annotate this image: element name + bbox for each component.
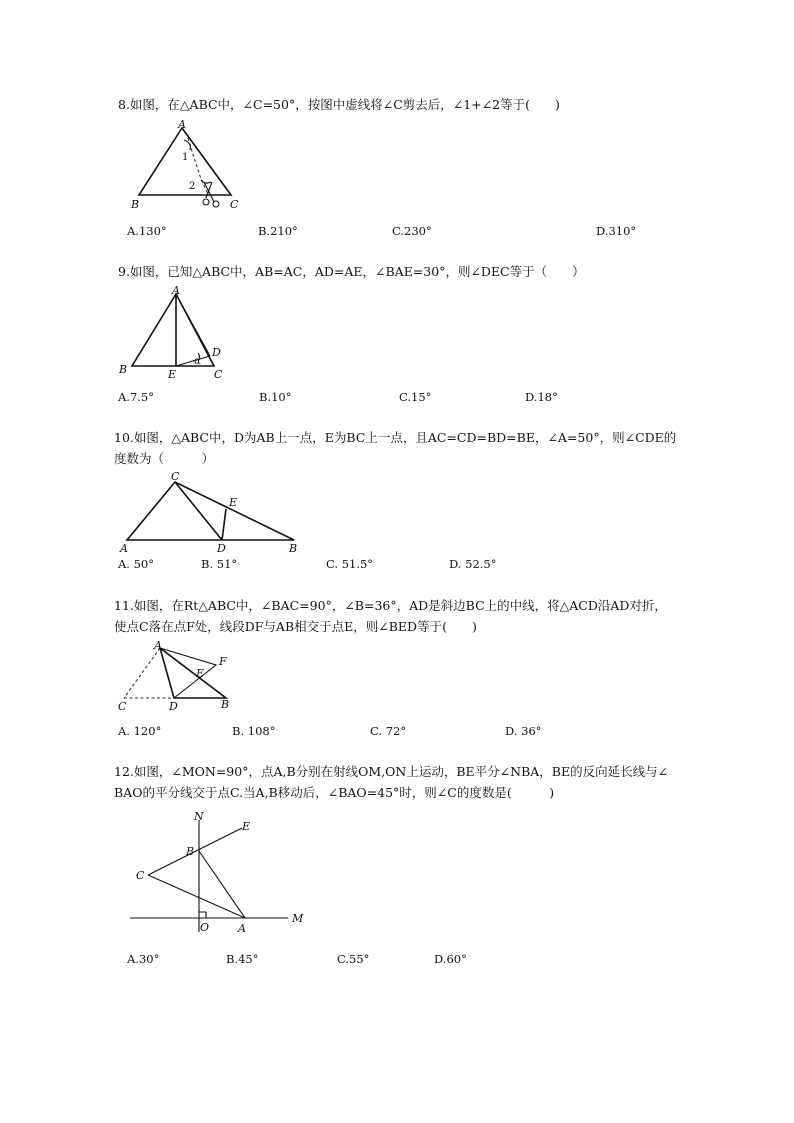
label-C: C <box>214 368 223 381</box>
label-E: E <box>168 368 177 381</box>
label-A: A <box>238 922 246 935</box>
question-11-stem-line-1: 11.如图，在Rt△ABC中，∠BAC=90°，∠B=36°，AD是斜边BC上的中线，将△ACD沿AD对折， <box>114 598 667 613</box>
question-12-option-d[interactable]: D.60° <box>434 952 467 966</box>
label-angle-2: 2 <box>189 181 196 192</box>
question-11-option-c[interactable]: C. 72° <box>370 724 407 738</box>
label-E: E <box>242 820 251 833</box>
label-A: A <box>178 118 186 131</box>
question-12-stem-line-2: BAO的平分线交于点C.当A,B移动后，∠BAO=45°时，则∠C的度数是( ) <box>114 785 555 800</box>
label-B: B <box>289 542 298 555</box>
question-11-stem-line-2: 使点C落在点F处，线段DF与AB相交于点E，则∠BED等于( ) <box>114 619 477 634</box>
question-9-stem: 9.如图，已知△ABC中，AB=AC，AD=AE，∠BAE=30°，则∠DEC等于（ ） <box>118 264 585 279</box>
question-12-option-b[interactable]: B.45° <box>226 952 259 966</box>
label-B: B <box>131 198 140 211</box>
label-D: D <box>212 346 221 359</box>
label-D: D <box>169 700 178 713</box>
question-8-option-a[interactable]: A.130° <box>127 224 167 238</box>
question-9-option-b[interactable]: B.10° <box>259 390 292 404</box>
question-8-option-d[interactable]: D.310° <box>596 224 637 238</box>
question-11-figure <box>118 640 238 714</box>
question-11-option-a[interactable]: A. 120° <box>118 724 162 738</box>
label-alpha: α <box>194 356 201 367</box>
label-angle-1: 1 <box>182 152 189 163</box>
question-10-figure <box>118 468 303 554</box>
question-12-option-c[interactable]: C.55° <box>337 952 370 966</box>
label-A: A <box>172 284 180 297</box>
label-E: E <box>196 667 205 680</box>
label-B: B <box>186 845 195 858</box>
question-11-option-b[interactable]: B. 108° <box>232 724 276 738</box>
question-12-figure <box>118 808 318 938</box>
label-C: C <box>230 198 239 211</box>
label-M: M <box>292 912 304 925</box>
question-10-option-c[interactable]: C. 51.5° <box>326 557 374 571</box>
question-10-option-a[interactable]: A. 50° <box>118 557 154 571</box>
question-12-stem-line-1: 12.如图，∠MON=90°，点A,B分别在射线OM,ON上运动，BE平分∠NBA，BE的反向延长线与∠ <box>114 764 669 779</box>
label-N: N <box>194 810 204 823</box>
question-9-option-d[interactable]: D.18° <box>525 390 558 404</box>
label-C: C <box>136 869 145 882</box>
label-F: F <box>219 655 227 668</box>
label-A: A <box>154 639 162 652</box>
question-10-option-d[interactable]: D. 52.5° <box>449 557 497 571</box>
question-8-stem: 8.如图，在△ABC中，∠C=50°，按图中虚线将∠C剪去后，∠1+∠2等于( ) <box>118 97 560 112</box>
question-8-option-b[interactable]: B.210° <box>258 224 298 238</box>
question-11-option-d[interactable]: D. 36° <box>505 724 542 738</box>
question-10-stem-line-2: 度数为（ ） <box>114 451 215 466</box>
label-B: B <box>221 698 230 711</box>
label-E: E <box>229 496 238 509</box>
label-B: B <box>119 363 128 376</box>
question-8-figure <box>128 118 248 210</box>
label-A: A <box>120 542 128 555</box>
question-9-option-a[interactable]: A.7.5° <box>118 390 154 404</box>
label-O: O <box>200 921 210 934</box>
question-9-figure <box>118 286 228 382</box>
question-12-option-a[interactable]: A.30° <box>127 952 160 966</box>
question-9-option-c[interactable]: C.15° <box>399 390 432 404</box>
label-C: C <box>171 470 180 483</box>
question-8-option-c[interactable]: C.230° <box>392 224 432 238</box>
question-10-option-b[interactable]: B. 51° <box>201 557 238 571</box>
label-D: D <box>217 542 226 555</box>
question-10-stem-line-1: 10.如图，△ABC中，D为AB上一点，E为BC上一点，且AC=CD=BD=BE，∠A=50°，则∠CDE的 <box>114 430 677 445</box>
label-C: C <box>118 700 127 713</box>
